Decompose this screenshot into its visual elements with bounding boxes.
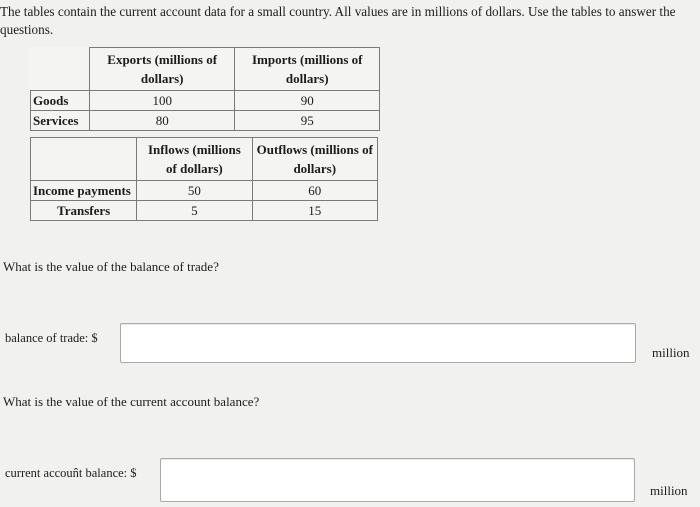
row-label-income-payments: Income payments [31, 181, 137, 201]
inflows-header: Inflows (millions of dollars) [137, 138, 252, 181]
imports-header: Imports (millions of dollars) [235, 48, 380, 91]
outflows-header: Outflows (millions of dollars) [252, 138, 377, 181]
table-row [31, 201, 378, 221]
current-account-unit: million [650, 483, 688, 498]
table-header-blank [31, 48, 90, 91]
trade-table [30, 47, 380, 131]
transfers-inflows-value: 5 [137, 201, 252, 221]
table-row [31, 91, 380, 111]
exports-header: Exports (millions of dollars) [89, 48, 235, 91]
instructions-text: The tables contain the current account data for a small country. All values are in millions of dollars. Use the tables to answer the questions. [0, 4, 676, 37]
current-account-label: current accoun̂t balance: $ [5, 466, 137, 480]
services-exports-value: 80 [89, 111, 235, 131]
goods-exports-value: 100 [89, 91, 235, 111]
row-label-goods: Goods [31, 91, 90, 111]
question-balance-of-trade: What is the value of the balance of trade? [3, 259, 219, 274]
question-current-account: What is the value of the current account balance? [3, 394, 260, 409]
transfers-outflows-value: 15 [252, 201, 377, 221]
balance-of-trade-input[interactable] [120, 323, 636, 363]
table-row [31, 181, 378, 201]
table-row [31, 111, 380, 131]
current-account-input[interactable] [160, 458, 635, 502]
row-label-services: Services [31, 111, 90, 131]
balance-of-trade-unit: million [652, 345, 690, 360]
table-header-blank [31, 138, 137, 181]
table-header-row [31, 48, 380, 91]
goods-imports-value: 90 [235, 91, 380, 111]
row-label-transfers: Transfers [31, 201, 137, 221]
balance-of-trade-label: balance of trade: $ [5, 331, 98, 345]
income-inflows-value: 50 [137, 181, 252, 201]
income-table [30, 137, 378, 221]
table-header-row [31, 138, 378, 181]
services-imports-value: 95 [235, 111, 380, 131]
income-outflows-value: 60 [252, 181, 377, 201]
